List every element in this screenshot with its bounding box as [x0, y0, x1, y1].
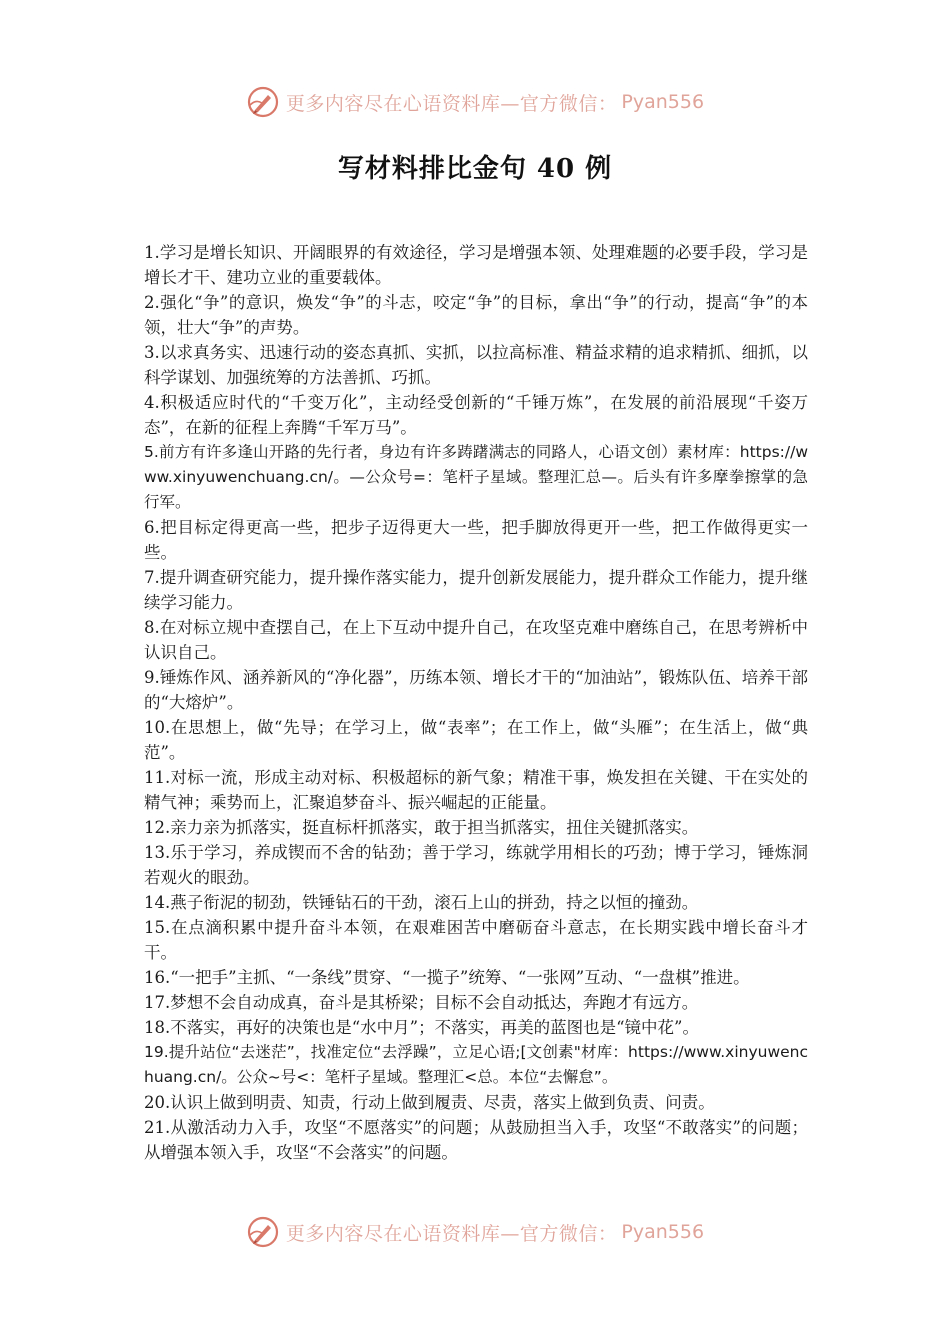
list-item: 6.把目标定得更高一些，把步子迈得更大一些，把手脚放得更开一些，把工作做得更实一些。 — [144, 518, 808, 562]
pen-logo-icon — [246, 1215, 280, 1249]
watermark-handle: Pyan556 — [621, 91, 705, 113]
list-item: 13.乐于学习，养成锲而不舍的钻劲；善于学习，练就学用相长的巧劲；博于学习，锤炼洞若观火的眼劲。 — [144, 843, 808, 887]
list-item: 7.提升调查研究能力，提升操作落实能力，提升创新发展能力，提升群众工作能力，提升继续学习能力。 — [144, 568, 808, 612]
watermark-text: 更多内容尽在心语资料库—官方微信： — [285, 1222, 618, 1245]
list-item: 15.在点滴积累中提升奋斗本领，在艰难困苦中磨砺奋斗意志，在长期实践中增长奋斗才干。 — [144, 918, 808, 962]
list-item: 14.燕子衔泥的韧劲，铁锤钻石的干劲，滚石上山的拼劲，持之以恒的撞劲。 — [144, 893, 699, 912]
list-item: 20.认识上做到明责、知责，行动上做到履责、尽责，落实上做到负责、问责。 — [144, 1093, 715, 1112]
list-item: 18.不落实，再好的决策也是“水中月”；不落实，再美的蓝图也是“镜中花”。 — [144, 1018, 699, 1037]
list-item: 4.积极适应时代的“千变万化”，主动经受创新的“千锤万炼”，在发展的前沿展现“千姿万态”，在新的征程上奔腾“千军万马”。 — [144, 393, 808, 437]
list-item: 21.从激活动力入手，攻坚“不愿落实”的问题；从鼓励担当入手，攻坚“不敢落实”的问题；从增强本领入手，攻坚“不会落实”的问题。 — [144, 1118, 808, 1162]
list-item: 11.对标一流，形成主动对标、积极超标的新气象；精准干事，焕发担在关键、干在实处的精气神；乘势而上，汇聚追梦奋斗、振兴崛起的正能量。 — [144, 768, 808, 812]
list-item: 17.梦想不会自动成真，奋斗是其桥梁；目标不会自动抵达，奔跑才有远方。 — [144, 993, 699, 1012]
list-item: 8.在对标立规中查摆自己，在上下互动中提升自己，在攻坚克难中磨练自己，在思考辨析中认识自己。 — [144, 618, 808, 662]
list-item: 10.在思想上，做“先导；在学习上，做“表率”；在工作上，做“头雁”；在生活上，做“典范”。 — [144, 718, 808, 762]
list-item: 2.强化“争”的意识，焕发“争”的斗志，咬定“争”的目标，拿出“争”的行动，提高“争”的本领，壮大“争”的声势。 — [144, 293, 808, 337]
watermark-handle: Pyan556 — [621, 1221, 705, 1243]
watermark-text: 更多内容尽在心语资料库—官方微信： — [285, 92, 618, 115]
document-body — [144, 240, 808, 1165]
list-item: 5.前方有许多逢山开路的先行者，身边有许多踌躇满志的同路人，心语文创）素材库：https://www.xinyuwenchuang.cn/。—公众号=：笔杆子星域。整理汇总—。后头有许多摩拳擦掌的急行军。 — [144, 443, 808, 511]
pen-logo-icon — [246, 85, 280, 119]
list-item: 12.亲力亲为抓落实，挺直标杆抓落实，敢于担当抓落实，扭住关键抓落实。 — [144, 818, 699, 837]
watermark-header — [0, 82, 950, 122]
list-item: 3.以求真务实、迅速行动的姿态真抓、实抓，以拉高标准、精益求精的追求精抓、细抓，以科学谋划、加强统筹的方法善抓、巧抓。 — [144, 343, 808, 387]
list-item: 9.锤炼作风、涵养新风的“净化器”，历练本领、增长才干的“加油站”，锻炼队伍、培养干部的“大熔炉”。 — [144, 668, 808, 712]
document-title: 写材料排比金句 40 例 — [337, 154, 613, 184]
list-item: 16.“一把手”主抓、“一条线”贯穿、“一揽子”统筹、“一张网”互动、“一盘棋”推进。 — [144, 968, 750, 987]
list-item: 1.学习是增长知识、开阔眼界的有效途径，学习是增强本领、处理难题的必要手段，学习是增长才干、建功立业的重要载体。 — [144, 243, 808, 287]
list-item: 19.提升站位“去迷茫”，找准定位“去浮躁”，立足心语;[文创素"材库：https://www.xinyuwenchuang.cn/。公众~号<：笔杆子星域。整理汇<总。本位“去懈怠”。 — [144, 1043, 808, 1086]
watermark-footer — [0, 1212, 950, 1252]
